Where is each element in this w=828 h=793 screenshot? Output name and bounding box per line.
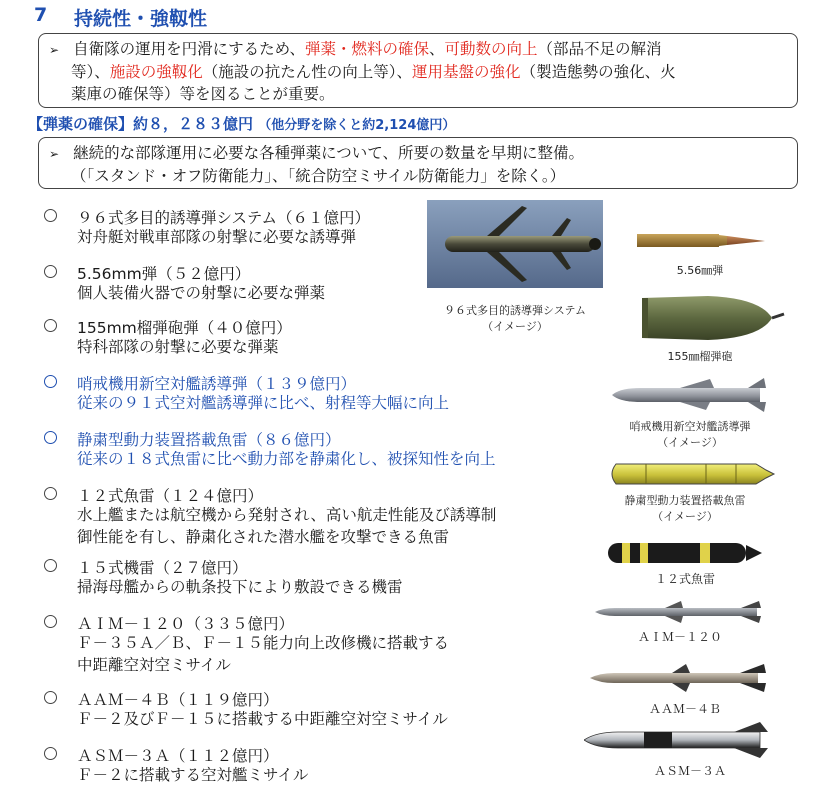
intro-text-segment: （施設の抗たん性の向上等）、 [202,63,413,81]
ammo-item-description-line: 掃海母艦からの軌条投下により敷設できる機雷 [77,578,403,596]
circle-bullet-icon [44,319,57,332]
circle-bullet-icon [44,265,57,278]
ammo-summary-box [38,137,798,189]
section-title: 持続性・強靱性 [74,8,208,30]
ammo-item-name: ９６式多目的誘導弾システム（６１億円） [77,209,370,227]
shell-155-image [638,292,786,344]
intro-text-segment: 薬庫の確保等）等を図ることが重要。 [71,85,335,103]
type96-missile-image [427,200,603,288]
intro-highlight: 可動数の向上 [444,40,538,58]
circle-bullet-icon [44,691,57,704]
ammo-item-description-line: 従来の９１式空対艦誘導弾に比べ、射程等大幅に向上 [77,394,450,412]
new-asm-image [610,375,770,415]
circle-bullet-icon [44,559,57,572]
new-asm-caption-line2: （イメージ） [657,436,723,449]
circle-bullet-icon [44,615,57,628]
intro-box [38,33,798,108]
ammo-item-description [77,504,496,548]
circle-bullet-icon [44,747,57,760]
ammo-item-description-line: 水上艦または航空機から発射され、高い航走性能及び誘導制 [77,506,497,524]
intro-highlight: 運用基盤の強化 [412,63,521,81]
ammo-heading-text: 【弾薬の確保】約８，２８３億円 [28,115,254,133]
ammo-item-description [77,226,356,248]
intro-highlight: 弾薬・燃料の確保 [304,40,429,58]
ammo-item-description-line: Ｆ－３５Ａ／Ｂ、Ｆ－１５能力向上改修機に搭載する [77,634,450,652]
circle-bullet-icon [44,209,57,222]
aam4b-image [590,662,768,694]
ammo-heading-note: （他分野を除くと約2,124億円） [258,118,456,133]
circle-bullet-icon [44,487,57,500]
ammo-item-description [77,764,308,786]
asm3a-caption: ＡＳＭ－３Ａ [653,764,726,778]
ammo-item-name: 静粛型動力装置搭載魚雷（８６億円） [77,431,341,449]
aim120-caption: ＡＩＭ－１２０ [637,630,722,644]
intro-text-segment: 自衛隊の運用を円滑にするため、 [73,40,305,58]
bullet-556-caption: 5.56㎜弾 [676,264,724,277]
asm3a-image [584,722,774,758]
ammo-item-name: ＡＳＭ－３Ａ（１１２億円） [77,747,279,765]
circle-bullet-icon [44,431,57,444]
ammo-item-description-line: 対舟艇対戦車部隊の射撃に必要な誘導弾 [77,228,357,246]
ammo-item-description-line: 特科部隊の射撃に必要な弾薬 [77,338,279,356]
type12-torpedo-image [602,540,764,566]
arrow-icon: ➢ [49,43,60,57]
arrow-icon: ➢ [49,147,60,161]
intro-text-segment: （製造態勢の強化、火 [520,63,676,81]
ammo-section-heading [28,113,455,134]
aim120-image [595,600,763,624]
type96-caption-line2: （イメージ） [482,320,548,333]
type96-caption-line1: ９６式多目的誘導弾システム [444,304,586,317]
type12-torpedo-caption: １２式魚雷 [654,572,715,586]
section-number: 7 [34,4,48,26]
ammo-item-description [77,576,403,598]
ammo-item-name: 155mm榴弾砲弾（４０億円） [77,319,292,337]
intro-text-segment: 、 [428,40,445,58]
quiet-torpedo-caption [600,492,770,524]
quiet-torpedo-image [606,460,778,488]
circle-bullet-icon [44,375,57,388]
ammo-summary-line1: 継続的な部隊運用に必要な各種弾薬について、所要の数量を早期に整備。 [73,144,584,162]
aam4b-caption: ＡＡＭ－４Ｂ [648,702,721,716]
ammo-item-description-line: Ｆ－２及びＦ－１５に搭載する中距離空対空ミサイル [77,710,448,728]
ammo-item-description-line: 従来の１８式魚雷に比べ動力部を静粛化し、被探知性を向上 [77,450,496,468]
ammo-item-name: １５式機雷（２７億円） [77,559,248,577]
ammo-item-description [77,392,449,414]
ammo-item-name: ＡＩＭ－１２０（３３５億円） [77,615,295,633]
ammo-item-description-line: 個人装備火器での射撃に必要な弾薬 [77,284,326,302]
quiet-torpedo-caption-line1: 静粛型動力装置搭載魚雷 [624,494,746,507]
ammo-item-description [77,448,496,470]
intro-text-segment: （部品不足の解消 [537,40,662,58]
ammo-item-name: 5.56mm弾（５２億円） [77,265,251,283]
quiet-torpedo-caption-line2: （イメージ） [652,510,718,523]
shell-155-caption: 155㎜榴弾砲 [667,350,733,363]
intro-text-segment: 等）、 [71,63,110,81]
ammo-summary-line2: （「スタンド・オフ防衛能力」、「統合防空ミサイル防衛能力」を除く。） [71,167,566,185]
ammo-item-description [77,282,325,304]
intro-line [49,83,787,105]
intro-line [49,38,787,61]
ammo-item-name: 哨戒機用新空対艦誘導弾（１３９億円） [77,375,357,393]
bullet-556-image [637,231,767,251]
type96-caption [440,302,590,334]
ammo-item-description [77,708,448,730]
ammo-item-description [77,632,449,676]
ammo-summary-text [49,142,787,187]
ammo-item-name: ＡＡＭ－４Ｂ（１１９億円） [77,691,279,709]
ammo-item-description-line: 中距離空対空ミサイル [77,656,231,674]
ammo-item-description-line: Ｆ－２に搭載する空対艦ミサイル [77,766,309,784]
ammo-item-name: １２式魚雷（１２４億円） [77,487,264,505]
ammo-item-description [77,336,279,358]
new-asm-caption [610,418,770,450]
intro-line [49,61,787,83]
ammo-item-description-line: 御性能を有し、静粛化された潜水艦を攻撃できる魚雷 [77,528,450,546]
intro-text [49,38,787,105]
page-title [0,2,828,30]
intro-highlight: 施設の強靱化 [109,63,203,81]
new-asm-caption-line1: 哨戒機用新空対艦誘導弾 [629,420,751,433]
